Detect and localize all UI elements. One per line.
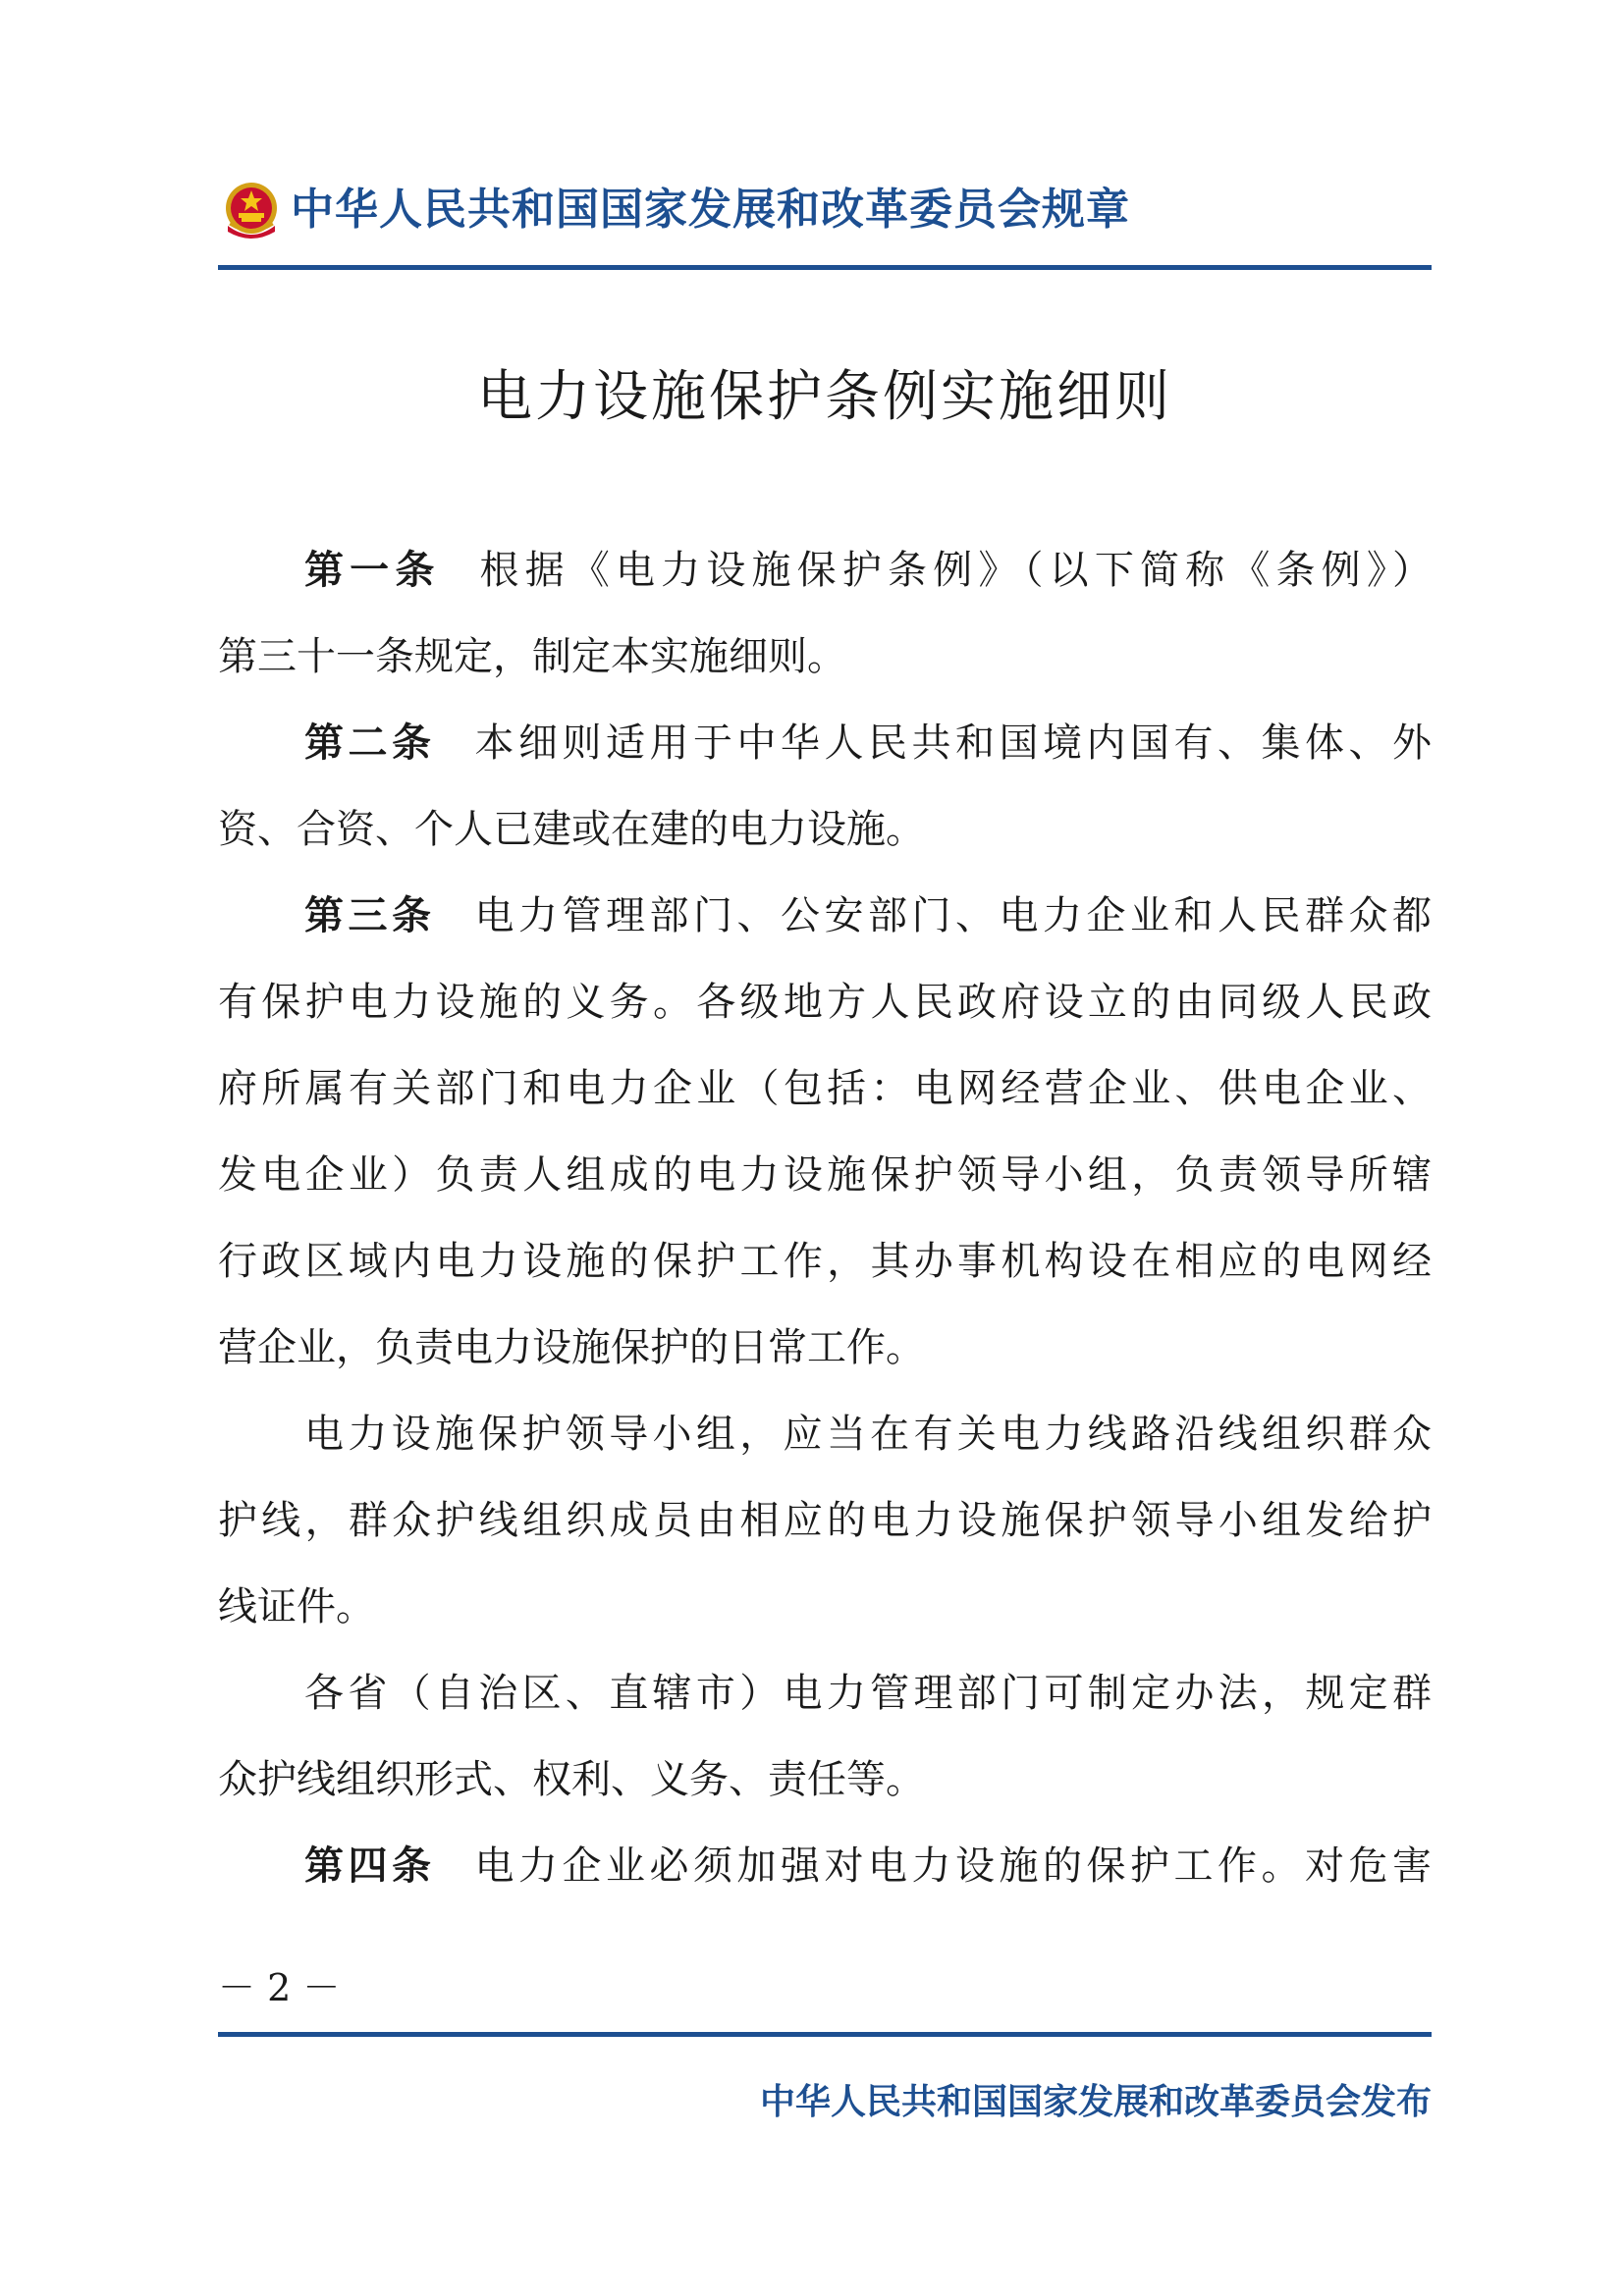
body-line [218,1823,1432,1909]
line-text: 行政区域内电力设施的保护工作，其办事机构设在相应的电网经 [218,1239,1432,1284]
national-emblem-icon [222,181,281,241]
line-text: 线证件。 [218,1584,375,1629]
body-line [218,700,1432,786]
body-line [218,1132,1432,1218]
document-title: 电力设施保护条例实施细则 [477,365,1172,429]
document-body [218,527,1432,1909]
body-line [218,1564,1432,1650]
line-text: 电力企业必须加强对电力设施的保护工作。对危害 [474,1843,1432,1889]
body-line [218,1045,1432,1132]
article-heading: 第三条 [304,893,436,938]
article-heading: 第一条 [304,548,441,593]
line-text: 发电企业）负责人组成的电力设施保护领导小组，负责领导所辖 [218,1152,1432,1198]
body-line [218,1305,1432,1391]
body-line [218,873,1432,959]
body-line [218,614,1432,700]
article-heading: 第四条 [304,1843,436,1889]
body-line [218,1650,1432,1736]
page-header [218,173,1432,247]
line-text: 根据《电力设施保护条例》（以下简称《条例》） [479,548,1432,593]
line-text: 电力管理部门、公安部门、电力企业和人民群众都 [474,893,1432,938]
body-line [218,1736,1432,1823]
line-text: 众护线组织形式、权利、义务、责任等。 [218,1757,925,1802]
line-text: 有保护电力设施的义务。各级地方人民政府设立的由同级人民政 [218,980,1432,1025]
line-text: 府所属有关部门和电力企业（包括：电网经营企业、供电企业、 [218,1066,1432,1111]
body-line [218,1477,1432,1564]
header-divider [218,265,1432,270]
body-line [218,786,1432,873]
line-text: 电力设施保护领导小组，应当在有关电力线路沿线组织群众 [304,1412,1432,1457]
footer-divider [218,2032,1432,2037]
line-text: 营企业，负责电力设施保护的日常工作。 [218,1325,925,1370]
line-text: 本细则适用于中华人民共和国境内国有、集体、外 [474,721,1432,766]
line-text: 护线，群众护线组织成员由相应的电力设施保护领导小组发给护 [218,1498,1432,1543]
body-line [218,1391,1432,1477]
line-text: 资、合资、个人已建或在建的电力设施。 [218,807,925,852]
body-line [218,527,1432,614]
line-text: 各省（自治区、直辖市）电力管理部门可制定办法，规定群 [304,1671,1432,1716]
header-title: 中华人民共和国国家发展和改革委员会规章 [291,185,1130,235]
body-line [218,1218,1432,1305]
page-number: － 2 － [218,1966,341,2009]
article-heading: 第二条 [304,721,436,766]
line-text: 第三十一条规定，制定本实施细则。 [218,634,846,679]
footer-publisher: 中华人民共和国国家发展和改革委员会发布 [759,2082,1432,2122]
body-line [218,959,1432,1045]
